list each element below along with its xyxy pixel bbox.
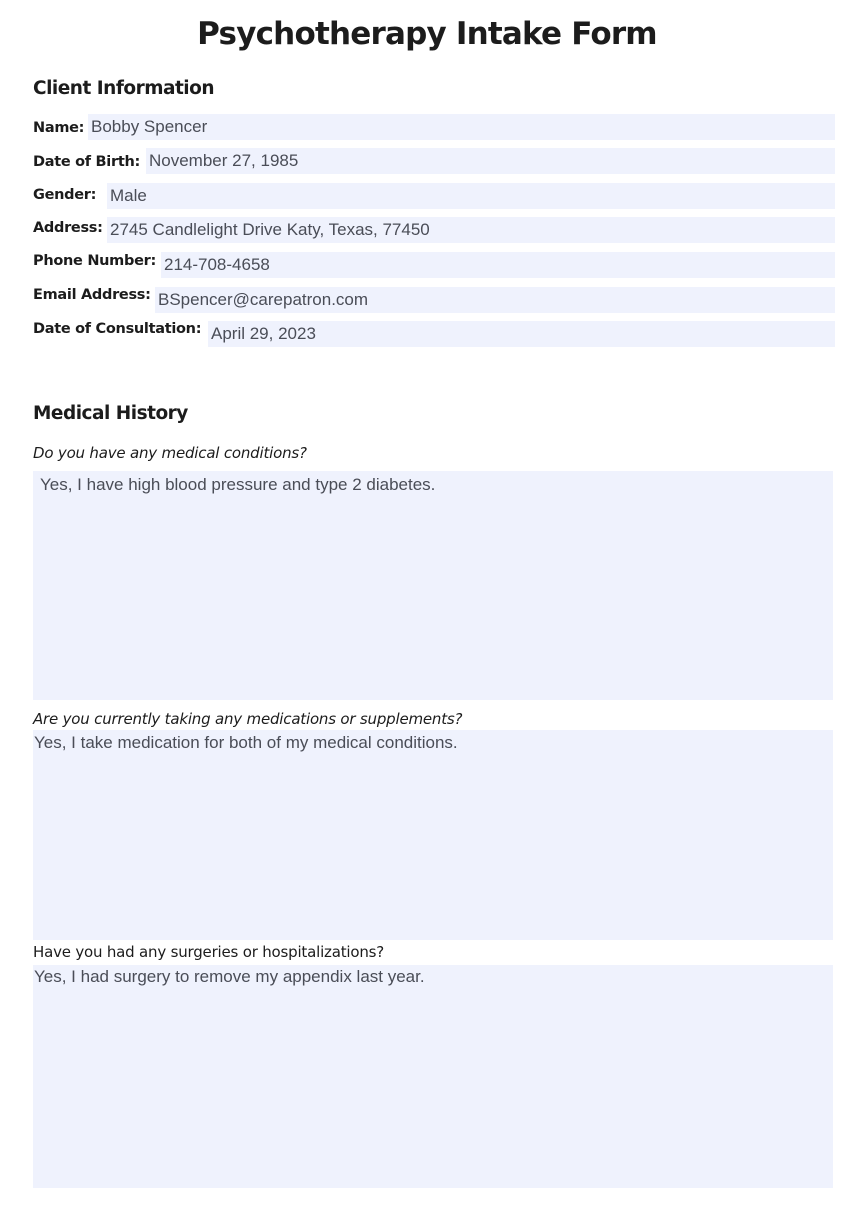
- phone-number-field[interactable]: 214-708-4658: [161, 252, 835, 278]
- date-of-birth-row: [33, 148, 835, 174]
- phone-number-label: Phone Number:: [33, 253, 156, 269]
- address-row: [33, 217, 835, 243]
- name-row: [33, 114, 835, 140]
- gender-field[interactable]: Male: [107, 183, 835, 209]
- medical-conditions-question: Do you have any medical conditions?: [33, 444, 307, 462]
- email-address-field[interactable]: BSpencer@carepatron.com: [155, 287, 835, 313]
- email-address-row: [33, 287, 835, 313]
- name-field[interactable]: Bobby Spencer: [88, 114, 835, 140]
- date-of-birth-field[interactable]: November 27, 1985: [146, 148, 835, 174]
- surgeries-question: Have you had any surgeries or hospitalizations?: [33, 943, 385, 961]
- name-label: Name:: [33, 120, 85, 136]
- date-of-birth-label: Date of Birth:: [33, 154, 140, 170]
- medical-conditions-answer[interactable]: Yes, I have high blood pressure and type 2 diabetes.: [33, 471, 833, 700]
- address-label: Address:: [33, 220, 103, 236]
- date-of-consultation-field[interactable]: April 29, 2023: [208, 321, 835, 347]
- gender-row: [33, 183, 835, 209]
- medications-answer[interactable]: Yes, I take medication for both of my medical conditions.: [33, 730, 833, 940]
- phone-number-row: [33, 252, 835, 278]
- date-of-consultation-row: [33, 321, 835, 347]
- email-address-label: Email Address:: [33, 287, 151, 303]
- medications-question: Are you currently taking any medications or supplements?: [33, 710, 463, 728]
- form-title: Psychotherapy Intake Form: [197, 16, 657, 52]
- surgeries-answer[interactable]: Yes, I had surgery to remove my appendix last year.: [33, 965, 833, 1188]
- address-field[interactable]: 2745 Candlelight Drive Katy, Texas, 77450: [107, 217, 835, 243]
- client-information-heading: Client Information: [33, 78, 215, 99]
- medical-history-heading: Medical History: [33, 403, 188, 424]
- date-of-consultation-label: Date of Consultation:: [33, 321, 202, 337]
- gender-label: Gender:: [33, 187, 97, 203]
